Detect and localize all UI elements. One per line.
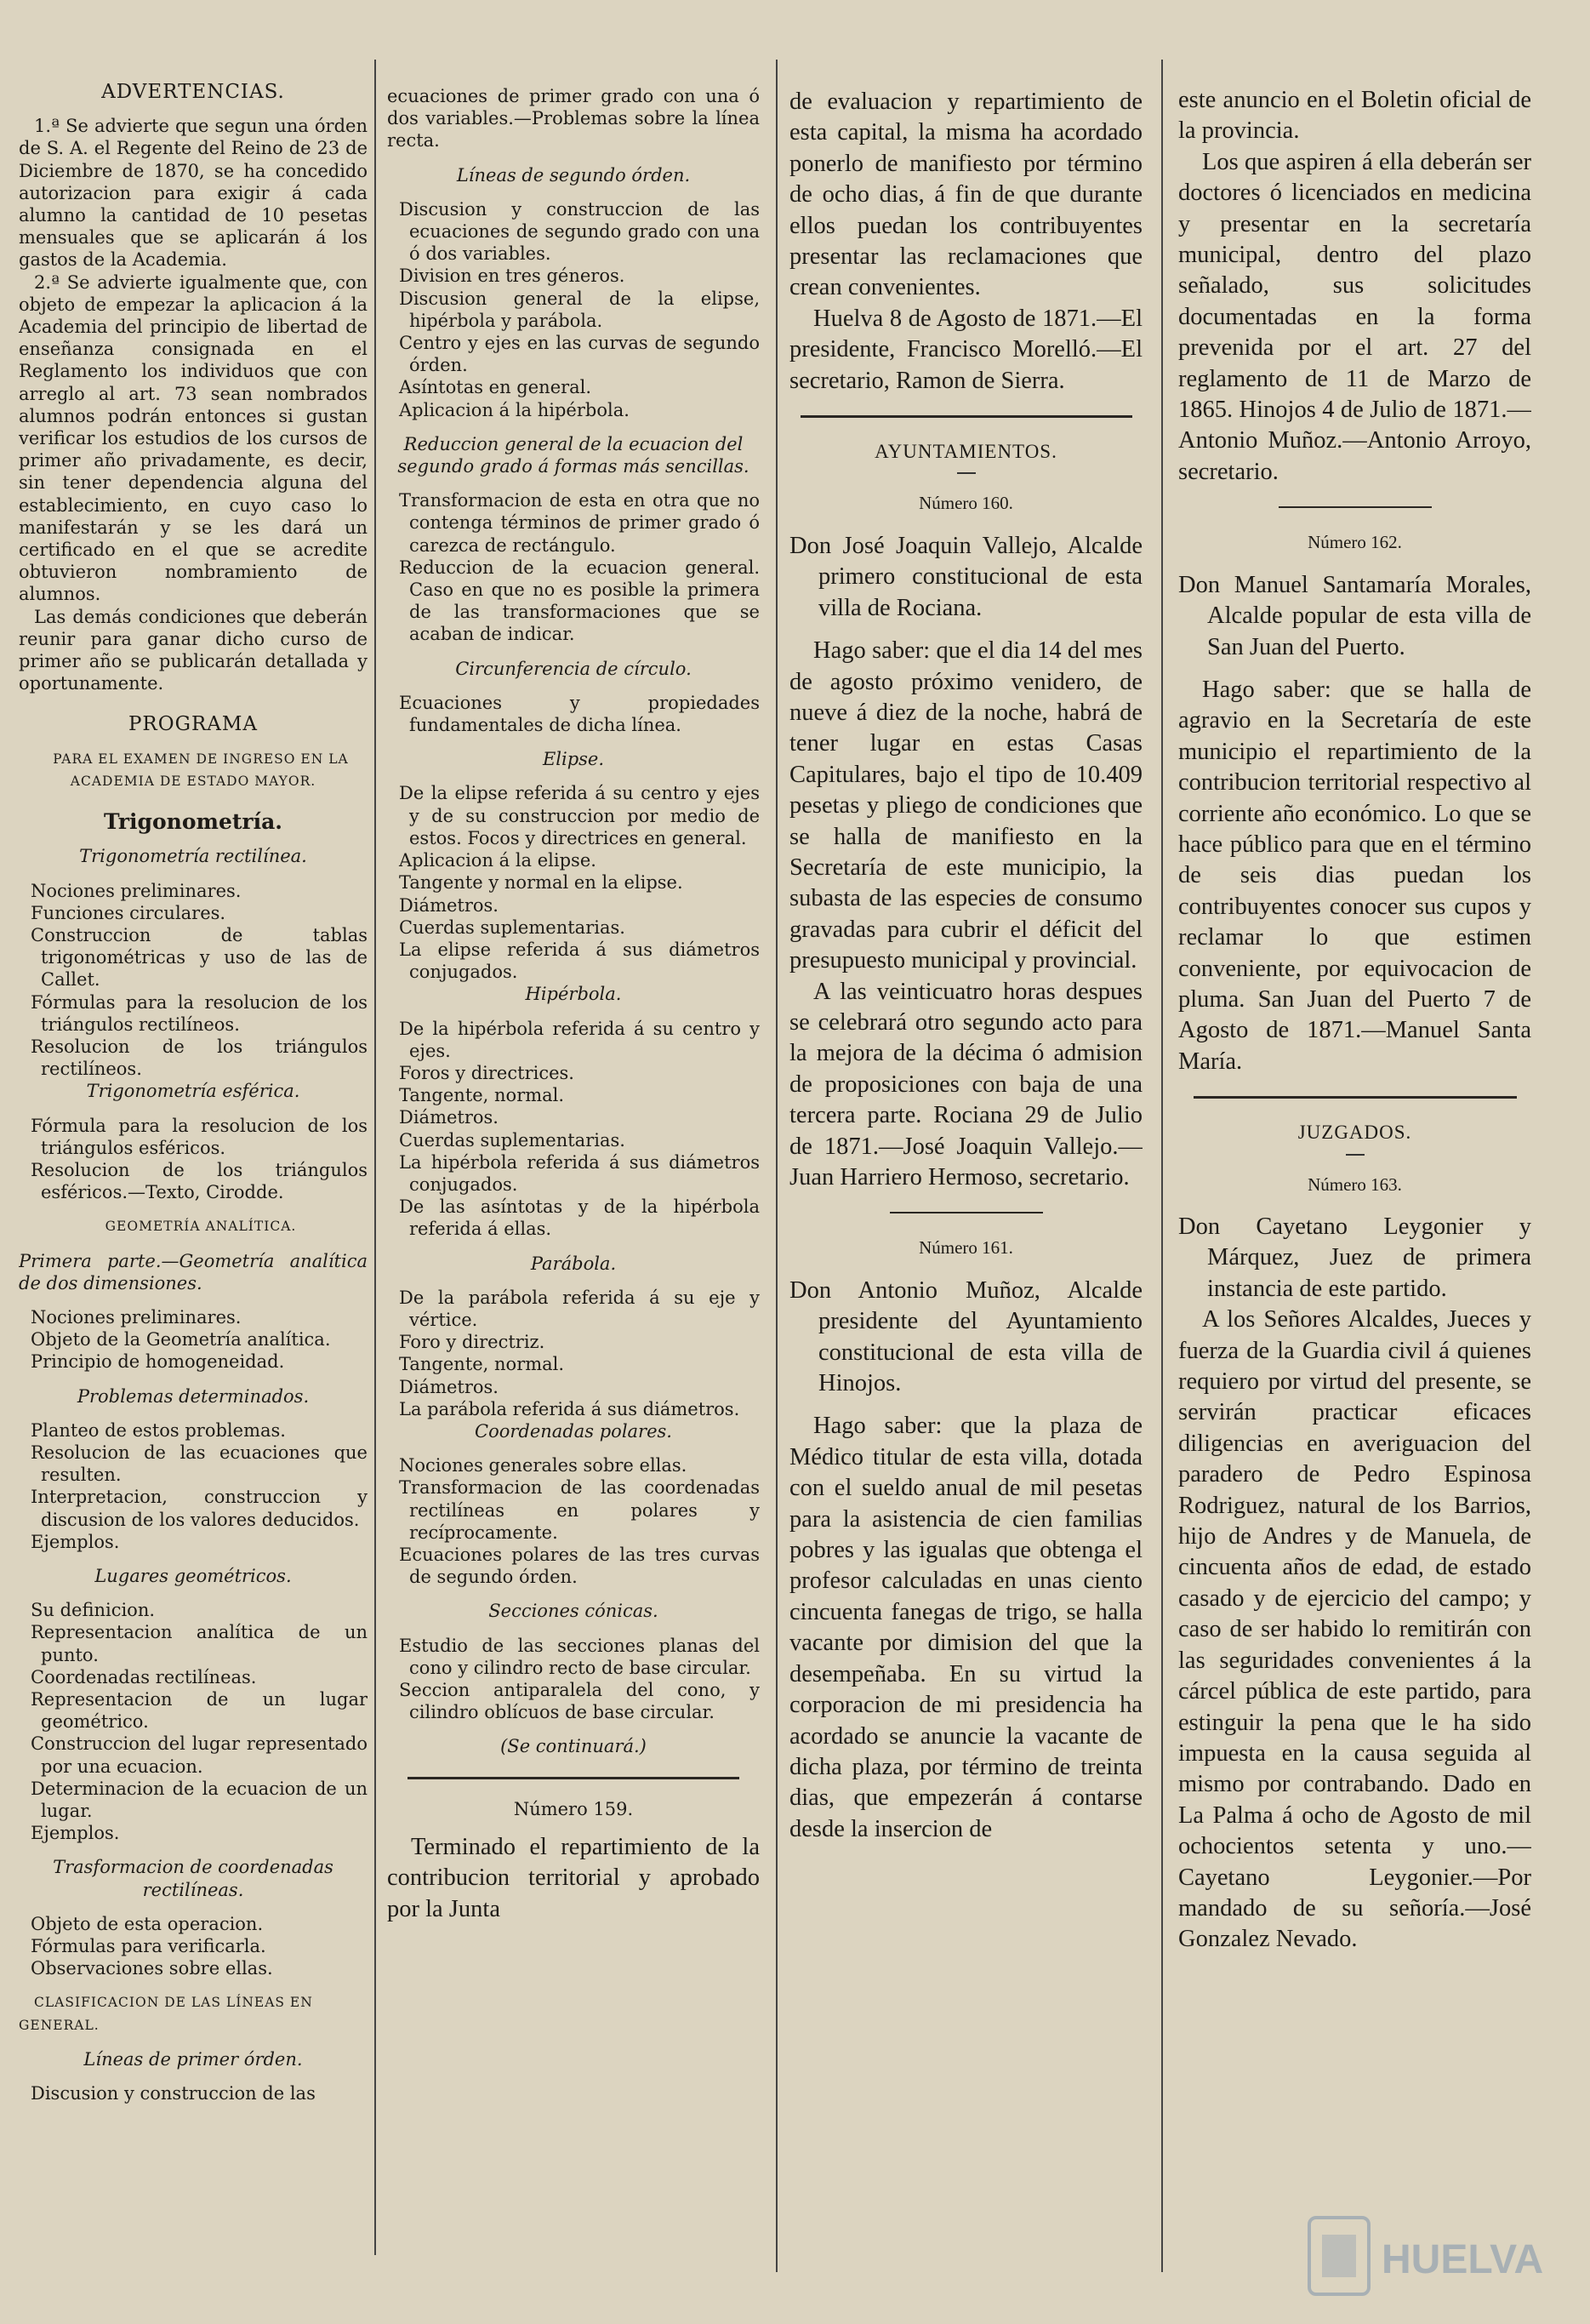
list-item: Estudio de las secciones planas del cono y cilindro recto de base circular. [399,1635,760,1678]
notice-heading: Don Manuel Santamaría Morales, Alcalde popular de esta villa de San Juan del Puerto. [1178,571,1531,660]
subsection-title: Problemas determinados. [77,1385,310,1407]
list-item: Su definicion. [31,1600,156,1621]
column-3 [789,87,1143,1845]
paragraph: Las demás condiciones que deberán reunir para ganar dicho curso de primer año se publicarán detallada y oportunamente. [19,606,368,694]
heading-dash [957,472,976,474]
list-item: Division en tres géneros. [399,266,625,287]
subsection-title: Parábola. [530,1253,617,1274]
subsection-title: Hipérbola. [525,984,622,1005]
section-rule [890,1212,1043,1213]
column-divider [1161,60,1163,2272]
advertencias-title: ADVERTENCIAS. [101,81,285,103]
paragraph: A las veinticuatro horas despues se celebrará otro segundo acto para la mejora de la décima ó admision de proposiciones con baja de una tercera parte. Rociana 29 de Julio de 1871.—José Joaquin Vallejo.—Juan Harriero Hermoso, secretario. [789,978,1143,1191]
programa-subtitle: PARA EL EXAMEN DE INGRESO EN LA ACADEMIA DE ESTADO MAYOR. [53,751,349,789]
notice-heading: Don Antonio Muñoz, Alcalde presidente del Ayuntamiento constitucional de esta villa de Hinojos. [789,1276,1143,1397]
list-item: Tangente y normal en la elipse. [399,872,683,894]
list-item: Ecuaciones y propiedades fundamentales de dicha línea. [399,692,760,736]
section-title: GEOMETRÍA ANALÍTICA. [105,1219,297,1235]
list-item: Diámetros. [399,1107,499,1128]
subsection-title: Trigonometría esférica. [86,1081,300,1102]
continuara-note: (Se continuará.) [500,1736,647,1757]
subsection-title: Reduccion general de la ecuacion del segundo grado á formas más sencillas. [397,433,749,477]
list-item: Construccion del lugar representado por una ecuacion. [31,1733,368,1777]
list-item: Tangente, normal. [399,1085,565,1106]
paragraph: de evaluacion y repartimiento de esta capital, la misma ha acordado ponerlo de manifiesto por término de ocho dias, á fin de que durante ellos puedan los contribuyentes presentar las reclamaciones que crean convenientes. [789,89,1143,301]
list-item: Representacion de un lugar geométrico. [31,1689,368,1733]
subsection-title: Líneas de segundo órden. [456,164,691,186]
list-item: Centro y ejes en las curvas de segundo órden. [399,333,760,376]
list-item: Ecuaciones polares de las tres curvas de segundo órden. [399,1544,760,1588]
notice-number: Número 163. [1308,1173,1402,1195]
list-item: Determinacion de la ecuacion de un lugar. [31,1778,368,1822]
list-item: Fórmulas para verificarla. [31,1936,266,1957]
list-item: Coordenadas rectilíneas. [31,1666,257,1687]
section-rule [407,1777,739,1779]
section-rule [1194,1096,1517,1099]
section-rule [801,415,1132,418]
list-item: Discusion y construccion de las ecuaciones de segundo grado con una ó dos variables. [399,198,760,265]
list-item: Tangente, normal. [399,1354,565,1375]
list-item: Resolucion de las ecuaciones que resulten. [31,1442,368,1486]
list-item: Transformacion de esta en otra que no contenga términos de primer grado ó carezca de rectángulo. [399,490,760,556]
subsection-title: Elipse. [542,749,605,770]
list-item: La elipse referida á sus diámetros conjugados. [399,939,760,983]
huelva-watermark [1301,2205,1556,2307]
paragraph: Hago saber: que la plaza de Médico titular de esta villa, dotada con el sueldo anual de mil pesetas para la asistencia de cien familias pobres y las igualas que obtenga el profesor calculadas en unas ciento cincuenta fanegas de trigo, se halla vacante por dimision del que la desempeñaba. En su virtud la corporacion de mi presidencia ha acordado se anuncie la vacante de dicha plaza, por término de treinta dias, que empezerán á contarse desde la insercion de [789,1413,1143,1842]
subsection-title: Coordenadas polares. [475,1420,672,1442]
list-item: Funciones circulares. [31,902,226,923]
list-item: Foros y directrices. [399,1062,574,1083]
notice-159 [387,1832,760,1925]
list-item: Aplicacion á la elipse. [399,850,596,871]
list-item: Objeto de esta operacion. [31,1913,264,1934]
list-item: La hipérbola referida á sus diámetros conjugados. [399,1151,760,1195]
list-item: Discusion general de la elipse, hipérbola y parábola. [399,288,760,331]
list-item: Diámetros. [399,894,499,916]
paragraph: 2.ª Se advierte igualmente que, con objeto de empezar la aplicacion á la Academia del principio de libertad de enseñanza consignada en el Reglamento los individuos que con arreglo al art. 73 sean nombrados alumnos podrán entonces si gustan verificar los estudios de los cursos de primer año privadamente, es decir, sin tener dependencia alguna del establecimiento, en cuyo caso lo manifestarán y se les dará un certificado en el que se acredite obtuvieron nombramiento de alumnos. [19,271,368,605]
paragraph: 1.ª Se advierte que segun una órden de S. A. el Regente del Reino de 23 de Diciembre de 1870, se ha concedido autorizacion para exigir á cada alumno la cantidad de 10 pesetas mensuales que se aplicarán á los gastos de la Academia. [19,116,368,271]
list-item: Ejemplos. [31,1531,120,1552]
list-item: De la elipse referida á su centro y ejes y de su construccion por medio de estos. Focos y directrices en general. [399,783,760,848]
subsection-title: Trigonometría rectilínea. [79,846,307,867]
list-item: Seccion antiparalela del cono, y cilindro oblícuos de base circular. [399,1680,760,1723]
list-item: Representacion analítica de un punto. [31,1622,368,1665]
list-item: Resolucion de los triángulos esféricos.—Texto, Cirodde. [31,1159,368,1203]
watermark-text: HUELVA [1382,2237,1544,2282]
notice-heading: Don José Joaquin Vallejo, Alcalde primero constitucional de esta villa de Rociana. [789,532,1143,621]
list-item: Diámetros. [399,1376,499,1397]
paragraph: Hago saber: que el dia 14 del mes de agosto próximo venidero, de nueve á diez de la noche, habrá de tener lugar en estas Casas Capitulares, bajo el tipo de 10.409 pesetas y pliego de condiciones que se halla de manifiesto en la Secretaría de este municipio, la subasta de las especies de consumo gravadas para cubrir el déficit del presupuesto municipal y provincial. [789,637,1143,974]
list-item: Transformacion de las coordenadas rectilíneas en polares y recíprocamente. [399,1477,760,1543]
paragraph: A los Señores Alcaldes, Jueces y fuerza de la Guardia civil á quienes requiero por virtud del presente, se servirán practicar eficaces diligencias en averiguacion del paradero de Pedro Espinosa Rodriguez, natural de los Barrios, hijo de Andres y de Manuela, de cincuenta años de edad, de estado casado y de ejercicio del campo; y caso de ser habido lo remitirán con las seguridades convenientes á la cárcel pública de este partido, para estinguir la pena que le ha sido impuesta en la causa seguida al mismo por contrabando. Dado en La Palma á ocho de Agosto de mil ochocientos setenta y uno.—Cayetano Leygonier.—Por mandado de su señoría.—José Gonzalez Nevado. [1178,1306,1531,1953]
notice-number: Número 160. [919,493,1013,514]
column-2 [387,85,760,1925]
notice-number: Número 162. [1308,532,1402,553]
section-heading: AYUNTAMIENTOS. [875,441,1057,463]
paragraph: Terminado el repartimiento de la contribucion territorial y aprobado por la Junta [387,1833,760,1922]
section-title: Trigonometría. [104,809,282,835]
list-item: Fórmula para la resolucion de los triángulos esféricos. [31,1115,368,1158]
list-item: Fórmulas para la resolucion de los triángulos rectilíneos. [31,991,368,1035]
list-item: De la hipérbola referida á su centro y ejes. [399,1018,760,1061]
list-item: Nociones generales sobre ellas. [399,1455,687,1476]
list-item: Principio de homogeneidad. [31,1351,285,1373]
list-item: Foro y directriz. [399,1332,545,1353]
column-divider [374,60,376,2255]
list-item: Planteo de estos problemas. [31,1419,286,1441]
list-item: Cuerdas suplementarias. [399,1129,625,1151]
paragraph: este anuncio en el Boletin oficial de la provincia. [1178,87,1531,145]
paragraph: Huelva 8 de Agosto de 1871.—El presidente, Francisco Morelló.—El secretario, Ramon de Sierra. [789,305,1143,394]
list-item: Nociones preliminares. [31,1306,242,1328]
subsection-title: Líneas de primer órden. [83,2048,303,2070]
list-item: De la parábola referida á su eje y vértice. [399,1287,760,1330]
list-item: Reduccion de la ecuacion general. Caso en que no es posible la primera de las transformaciones que se acaban de indicar. [399,557,760,645]
list-item: La parábola referida á sus diámetros. [399,1398,740,1419]
column-divider [776,60,778,2272]
section-rule [1279,506,1432,508]
list-item: Nociones preliminares. [31,880,242,901]
list-item: Cuerdas suplementarias. [399,916,625,938]
watermark-logo-icon [1301,2205,1556,2307]
paragraph: Los que aspiren á ella deberán ser doctores ó licenciados en medicina y presentar en la secretaría municipal, dentro del plazo señalado, sus solicitudes documentadas en la forma prevenida por el art. 27 del reglamento de 11 de Marzo de 1865. Hinojos 4 de Julio de 1871.—Antonio Muñoz.—Antonio Arroyo, secretario. [1178,148,1531,485]
list-item: Objeto de la Geometría analítica. [31,1329,331,1350]
paragraph: Hago saber: que se halla de agravio en la Secretaría de este municipio el repartimiento de la contribucion territorial respectivo al corriente año económico. Lo que se hace público para que en el término de seis dias puedan los contribuyentes conocer sus cupos y reclamar lo que estimen conveniente, por equivocacion de pluma. San Juan del Puerto 7 de Agosto de 1871.—Manuel Santa María. [1178,676,1531,1075]
list-item: Observaciones sobre ellas. [31,1958,273,1979]
subsection-title: Circunferencia de círculo. [455,658,692,679]
notice-number: Número 161. [919,1237,1013,1259]
list-item: Resolucion de los triángulos rectilíneos. [31,1036,368,1080]
subsection-title: Primera parte.—Geometría analítica de dos dimensiones. [19,1250,368,1293]
list-item: Aplicacion á la hipérbola. [399,399,630,420]
column-4 [1178,85,1531,1956]
programa-title: PROGRAMA [128,713,259,736]
list-item: De las asíntotas y de la hipérbola referida á ellas. [399,1196,760,1240]
notice-heading: Don Cayetano Leygonier y Márquez, Juez de primera instancia de este partido. [1178,1213,1531,1302]
list-item: Asíntotas en general. [399,377,592,398]
paragraph: ecuaciones de primer grado con una ó dos variables.—Problemas sobre la línea recta. [387,86,760,151]
subsection-title: Lugares geométricos. [94,1565,292,1586]
subsection-title: Secciones cónicas. [488,1601,658,1622]
notice-number: Número 159. [513,1798,634,1819]
section-title: CLASIFICACION DE LAS LÍNEAS EN GENERAL. [19,1995,313,2033]
heading-dash [1346,1154,1365,1156]
list-item: Discusion y construccion de las [31,2083,316,2104]
column-1 [19,81,368,2104]
list-item: Interpretacion, construccion y discusion de los valores deducidos. [31,1487,368,1530]
list-item: Construccion de tablas trigonométricas y uso de las de Callet. [31,924,368,991]
subsection-title: Trasformacion de coordenadas rectilíneas. [53,1857,333,1900]
section-heading: JUZGADOS. [1297,1122,1412,1144]
list-item: Ejemplos. [31,1823,120,1844]
